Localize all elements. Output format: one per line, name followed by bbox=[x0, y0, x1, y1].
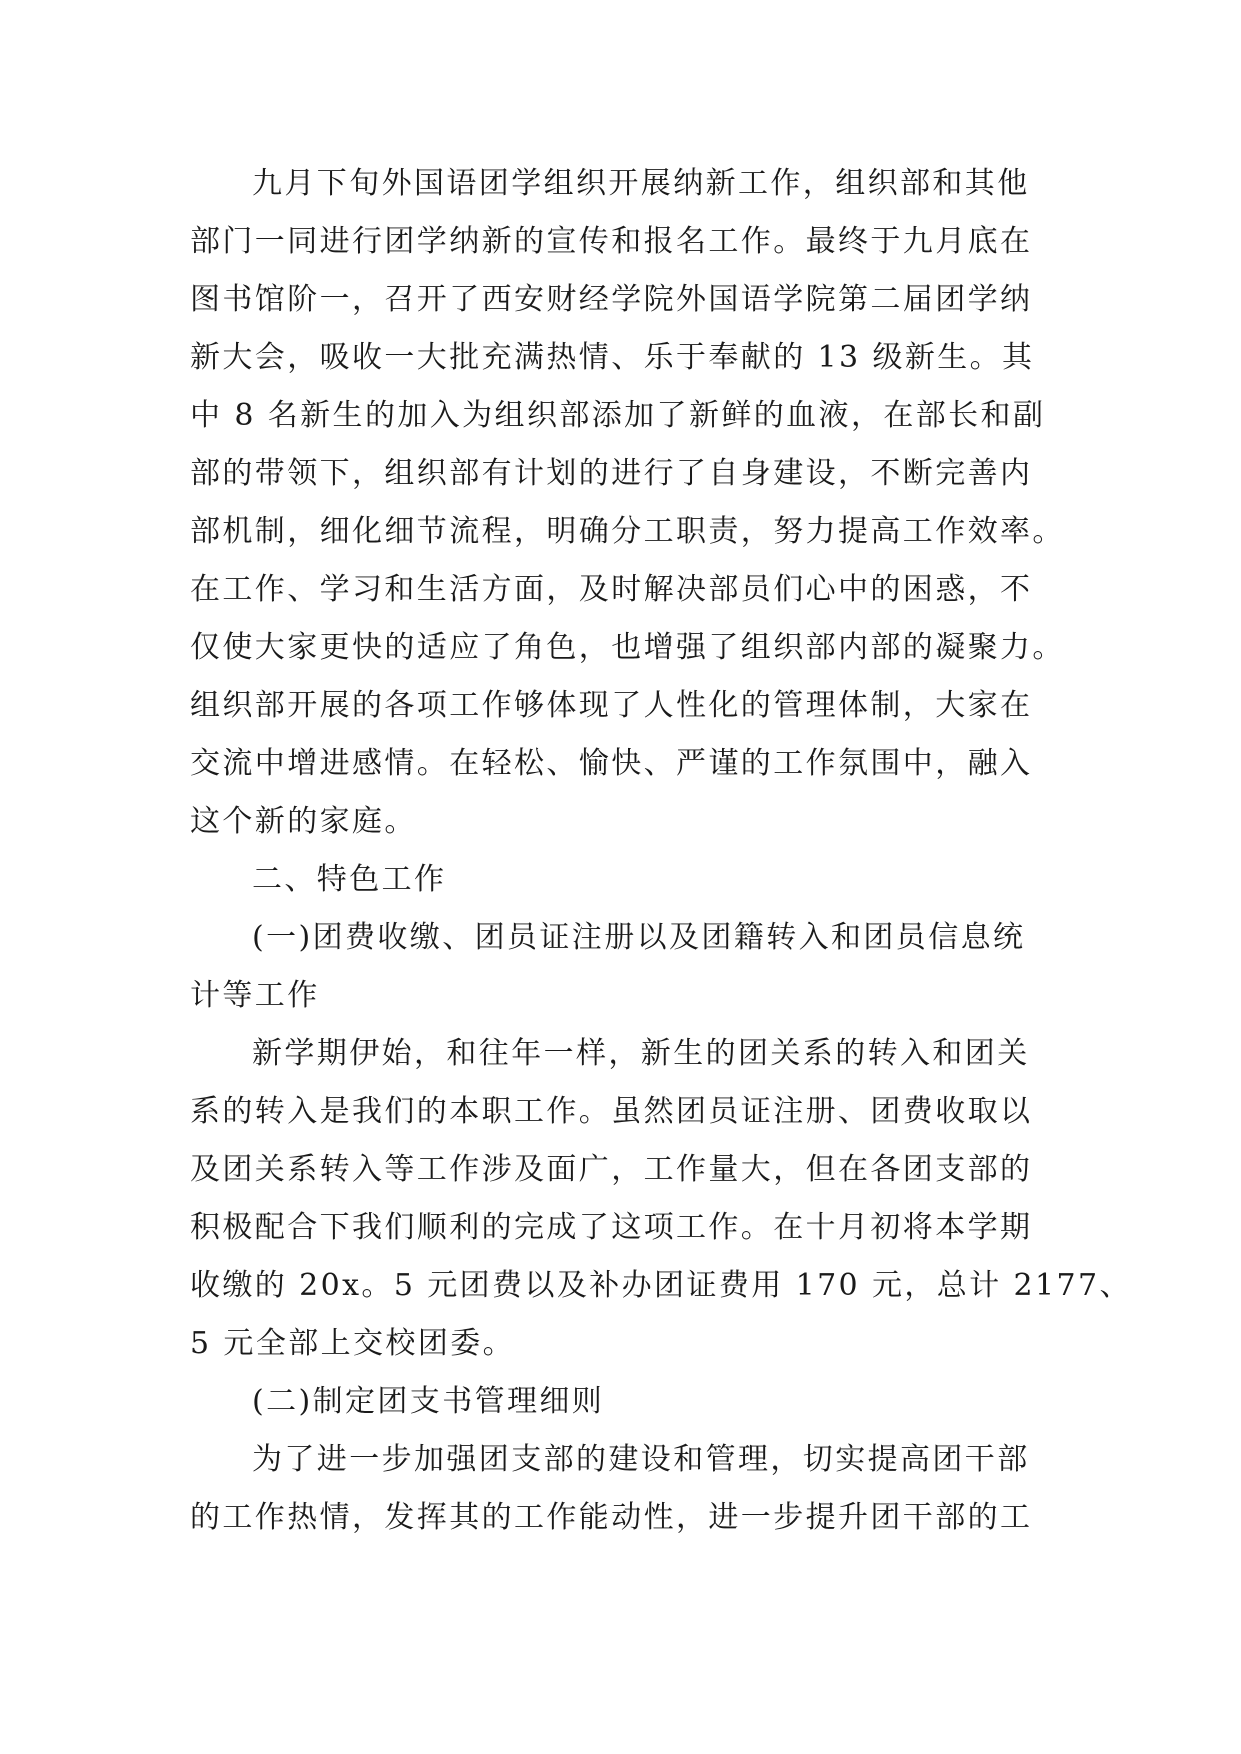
text-line: 新大会，吸收一大批充满热情、乐于奉献的 13 级新生。其 bbox=[190, 340, 1035, 375]
text-line: 九月下旬外国语团学组织开展纳新工作，组织部和其他 bbox=[252, 166, 1030, 201]
text-line: 中 8 名新生的加入为组织部添加了新鲜的血液，在部长和副 bbox=[190, 398, 1046, 433]
text-line: 积极配合下我们顺利的完成了这项工作。在十月初将本学期 bbox=[190, 1210, 1033, 1245]
text-line: 5 元全部上交校团委。 bbox=[190, 1326, 516, 1361]
text-line: 部门一同进行团学纳新的宣传和报名工作。最终于九月底在 bbox=[190, 224, 1033, 259]
text-line: 部机制，细化细节流程，明确分工职责，努力提高工作效率。 bbox=[190, 514, 1065, 549]
subsection-heading: (一)团费收缴、团员证注册以及团籍转入和团员信息统 bbox=[252, 920, 1026, 955]
text-line: 系的转入是我们的本职工作。虽然团员证注册、团费收取以 bbox=[190, 1094, 1033, 1129]
text-line: 交流中增进感情。在轻松、愉快、严谨的工作氛围中，融入 bbox=[190, 746, 1033, 781]
text-line: 组织部开展的各项工作够体现了人性化的管理体制，大家在 bbox=[190, 688, 1033, 723]
text-line: 收缴的 20x。5 元团费以及补办团证费用 170 元，总计 2177、 bbox=[190, 1268, 1132, 1303]
document-body bbox=[190, 155, 1132, 1547]
text-line: 新学期伊始，和往年一样，新生的团关系的转入和团关 bbox=[252, 1036, 1030, 1071]
text-line: 及团关系转入等工作涉及面广，工作量大，但在各团支部的 bbox=[190, 1152, 1033, 1187]
text-line: 在工作、学习和生活方面，及时解决部员们心中的困惑，不 bbox=[190, 572, 1033, 607]
subsection-heading-continued: 计等工作 bbox=[190, 978, 320, 1013]
text-line: 的工作热情，发挥其的工作能动性，进一步提升团干部的工 bbox=[190, 1500, 1033, 1535]
text-line: 这个新的家庭。 bbox=[190, 804, 417, 839]
text-line: 为了进一步加强团支部的建设和管理，切实提高团干部 bbox=[252, 1442, 1030, 1477]
text-line: 图书馆阶一，召开了西安财经学院外国语学院第二届团学纳 bbox=[190, 282, 1033, 317]
subsection-heading: (二)制定团支书管理细则 bbox=[252, 1384, 605, 1419]
text-line: 仅使大家更快的适应了角色，也增强了组织部内部的凝聚力。 bbox=[190, 630, 1065, 665]
section-heading: 二、特色工作 bbox=[252, 862, 447, 897]
text-line: 部的带领下，组织部有计划的进行了自身建设，不断完善内 bbox=[190, 456, 1033, 491]
